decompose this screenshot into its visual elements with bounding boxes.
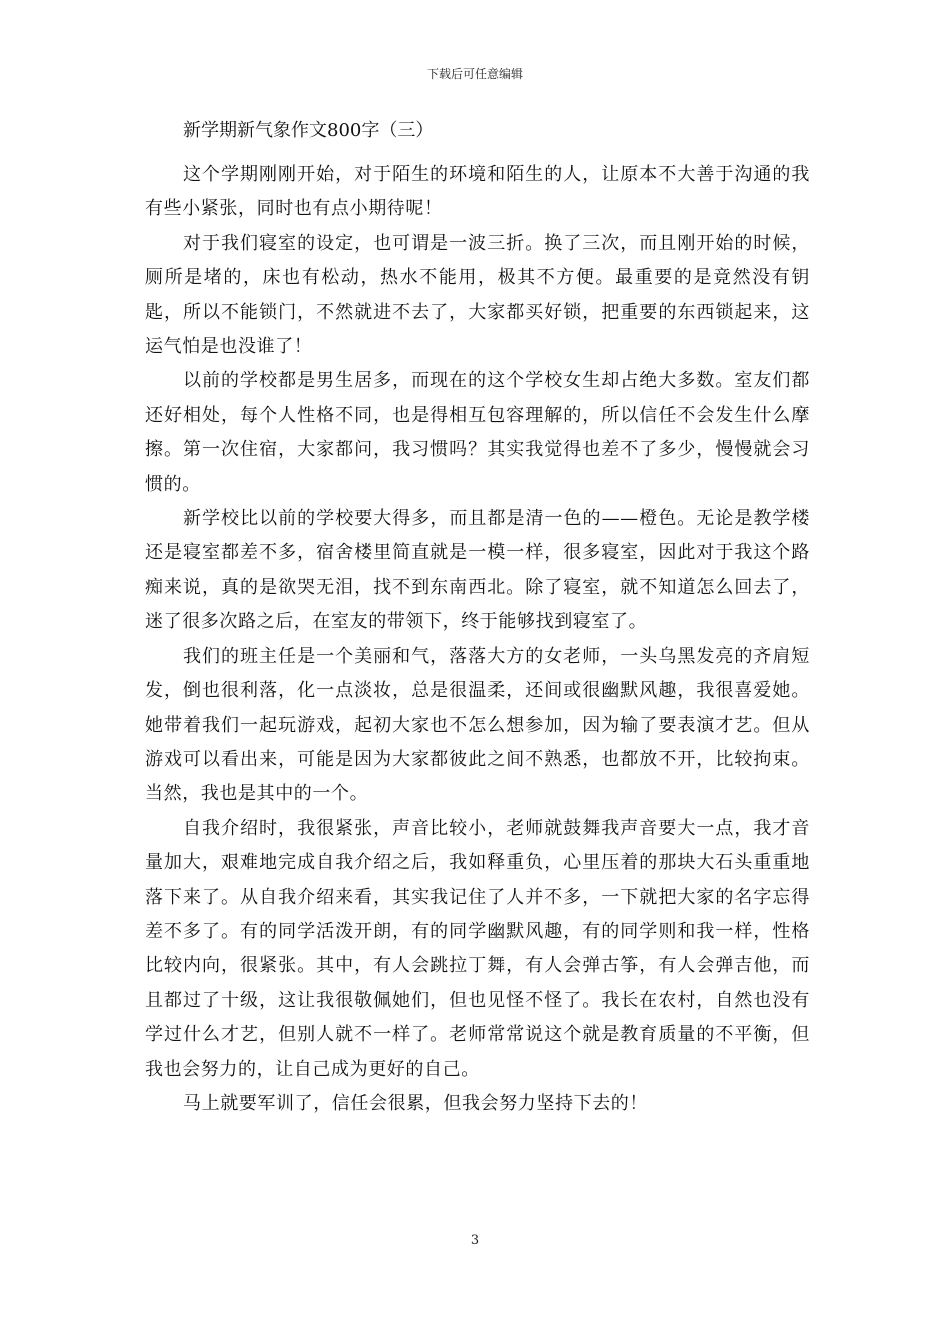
paragraph-7: 马上就要军训了，信任会很累，但我会努力坚持下去的！ (183, 1092, 648, 1114)
page-number: 3 (470, 1233, 480, 1248)
paragraph-3: 以前的学校都是男生居多，而现在的这个学校女生却占绝大多数。室友们都还好相处，每个人性格不同，也是得相互包容理解的，所以信任不会发生什么摩擦。第一次住宿，大家都问，我习惯吗？其实我觉得也差不了多少，慢慢就会习惯的。 (145, 370, 810, 495)
paragraph-2: 对于我们寝室的设定，也可谓是一波三折。换了三次，而且刚开始的时候，厕所是堵的，床也有松动，热水不能用，极其不方便。最重要的是竟然没有钥匙，所以不能锁门，不然就进不去了，大家都买好锁，把重要的东西锁起来，这运气怕是也没谁了！ (145, 232, 810, 358)
essay-title: 新学期新气象作文800字（三） (183, 120, 434, 141)
paragraph-6: 自我介绍时，我很紧张，声音比较小，老师就鼓舞我声音要大一点，我才音量加大，艰难地完成自我介绍之后，我如释重负，心里压着的那块大石头重重地落下来了。从自我介绍来看，其实我记住了人并不多，一下就把大家的名字忘得差不多了。有的同学活泼开朗，有的同学幽默风趣，有的同学则和我一样，性格比较内向，很紧张。其中，有人会跳拉丁舞，有人会弹古筝，有人会弹吉他，而且都过了十级，这让我很敬佩她们，但也见怪不怪了。我长在农村，自然也没有学过什么才艺，但别人就不一样了。老师常常说这个就是教育质量的不平衡，但我也会努力的，让自己成为更好的自己。 (145, 817, 810, 1080)
paragraph-4: 新学校比以前的学校要大得多，而且都是清一色的——橙色。无论是教学楼还是寝室都差不多，宿舍楼里简直就是一模一样，很多寝室，因此对于我这个路痴来说，真的是欲哭无泪，找不到东南西北。除了寝室，就不知道怎么回去了，迷了很多次路之后，在室友的带领下，终于能够找到寝室了。 (145, 508, 810, 633)
paragraph-1: 这个学期刚刚开始，对于陌生的环境和陌生的人，让原本不大善于沟通的我有些小紧张，同时也有点小期待呢！ (145, 164, 810, 220)
document-body (145, 118, 810, 1121)
paragraph-5: 我们的班主任是一个美丽和气，落落大方的女老师，一头乌黑发亮的齐肩短发，倒也很利落，化一点淡妆，总是很温柔，还间或很幽默风趣，我很喜爱她。她带着我们一起玩游戏，起初大家也不怎么想参加，因为输了要表演才艺。但从游戏可以看出来，可能是因为大家都彼此之间不熟悉，也都放不开，比较拘束。当然，我也是其中的一个。 (145, 645, 810, 805)
page-header: 下载后可任意编辑 (426, 67, 523, 81)
